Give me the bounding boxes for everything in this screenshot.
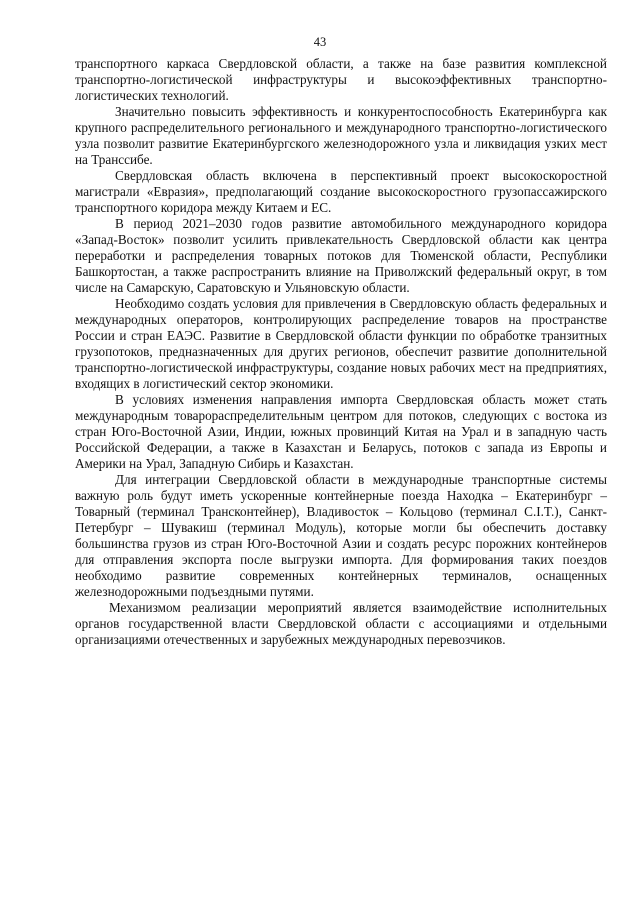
paragraph-transport-framework: транспортного каркаса Свердловской области, а также на базе развития комплексной транспортно-логистической инфраструктуры и высокоэффективных транспортно-логистических технологий.: [75, 56, 607, 103]
page-number: 43: [313, 35, 327, 49]
paragraph-west-east-corridor: В период 2021–2030 годов развитие автомобильного международного коридора «Запад-Восток» позволит усилить привлекательность Свердловской области как центра переработки и распределения товарных потоков для Тюменской области, Республики Башкортостан, а также распространить влияние на Приволжский федеральный округ, в том числе на Самарскую, Саратовскую и Ульяновскую области.: [75, 216, 607, 295]
paragraph-implementation-mechanism: Механизмом реализации мероприятий является взаимодействие исполнительных органов государственной власти Свердловской области с ассоциациями и отдельными организациями отечественных и зарубежных международных перевозчиков.: [75, 600, 607, 647]
paragraph-import-redirection: В условиях изменения направления импорта Свердловская область может стать международным товарораспределительным центром для потоков, следующих с востока из стран Юго-Восточной Азии, Индии, южных провинций Китая на Урал и в западную часть Российской Федерации, а также в Казахстан и Беларусь, потоков с запада из Европы и Америки на Урал, Западную Сибирь и Казахстан.: [75, 392, 607, 471]
paragraph-container-trains: Для интеграции Свердловской области в международные транспортные системы важную роль будут иметь ускоренные контейнерные поезда Находка – Екатеринбург – Товарный (терминал Трансконтейнер), Владивосток – Кольцово (терминал C.I.T.), Санкт-Петербург – Шувакиш (терминал Модуль), которые могли бы обеспечить доставку большинства грузов из стран Юго-Восточной Азии и создать ресурс порожних контейнеров для отправления экспорта после выгрузки импорта. Для формирования таких поездов необходимо развитие современных контейнерных терминалов, оснащенных железнодорожными подъездными путями.: [75, 472, 607, 599]
document-body: [75, 56, 607, 648]
paragraph-yekaterinburg-hub: Значительно повысить эффективность и конкурентоспособность Екатеринбурга как крупного распределительного регионального и международного транспортно-логистического узла позволит развитие Екатеринбургского железнодорожного узла и ликвидация узких мест на Транссибе.: [75, 104, 607, 167]
paragraph-operators-attraction: Необходимо создать условия для привлечения в Свердловскую область федеральных и международных операторов, контролирующих распределение товаров на пространстве России и стран ЕАЭС. Развитие в Свердловской области функции по обработке транзитных грузопотоков, предназначенных для других регионов, обеспечит развитие дополнительной транспортно-логистической инфраструктуры, создание новых рабочих мест на предприятиях, входящих в логистический сектор экономики.: [75, 296, 607, 391]
paragraph-eurasia-highway: Свердловская область включена в перспективный проект высокоскоростной магистрали «Евразия», предполагающий создание высокоскоростного грузопассажирского транспортного коридора между Китаем и ЕС.: [75, 168, 607, 215]
